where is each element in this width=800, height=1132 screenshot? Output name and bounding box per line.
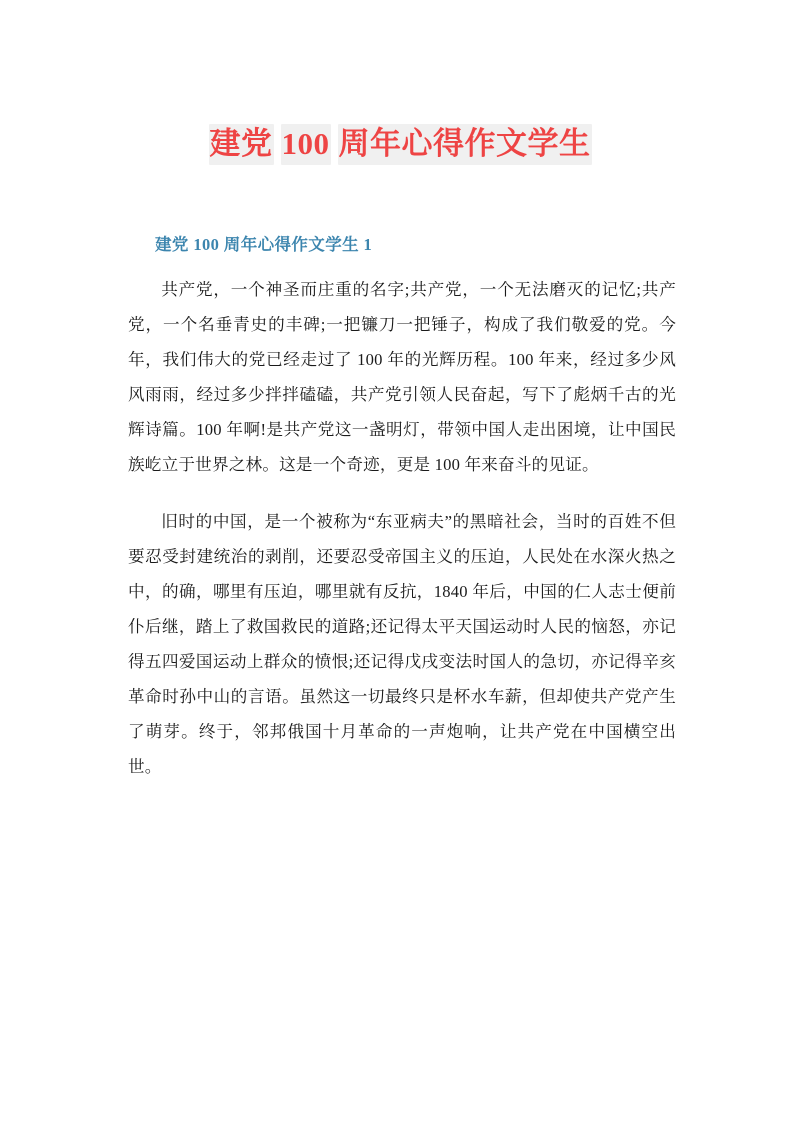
body-content bbox=[128, 272, 676, 784]
body-paragraph-2: 旧时的中国，是一个被称为“东亚病夫”的黑暗社会，当时的百姓不但要忍受封建统治的剥削，还要忍受帝国主义的压迫，人民处在水深火热之中，的确，哪里有压迫，哪里就有反抗，1840 年后，中国的仁人志士便前仆后继，踏上了救国救民的道路;还记得太平天国运动时人民的恼怒，亦记得五四爱国运动上群众的愤恨;还记得戊戌变法时国人的急切，亦记得辛亥革命时孙中山的言语。虽然这一切最终只是杯水车薪，但却使共产党产生了萌芽。终于，邻邦俄国十月革命的一声炮响，让共产党在中国横空出世。 bbox=[128, 512, 676, 776]
body-paragraph-1: 共产党，一个神圣而庄重的名字;共产党，一个无法磨灭的记忆;共产党，一个名垂青史的丰碑;一把镰刀一把锤子，构成了我们敬爱的党。今年，我们伟大的党已经走过了 100 年的光辉历程。100 年来，经过多少风风雨雨，经过多少拌拌磕磕，共产党引领人民奋起，写下了彪炳千古的光辉诗篇。100 年啊!是共产党这一盏明灯，带领中国人走出困境，让中国民族屹立于世界之林。这是一个奇迹，更是 100 年来奋斗的见证。 bbox=[128, 280, 676, 474]
page-title-segment-2: 100 bbox=[281, 124, 331, 165]
page-title-segment-1: 建党 bbox=[209, 124, 274, 165]
page-title bbox=[0, 121, 800, 168]
page-title-segment-3: 周年心得作文学生 bbox=[338, 124, 592, 165]
section-heading: 建党 100 周年心得作文学生 1 bbox=[155, 234, 373, 254]
